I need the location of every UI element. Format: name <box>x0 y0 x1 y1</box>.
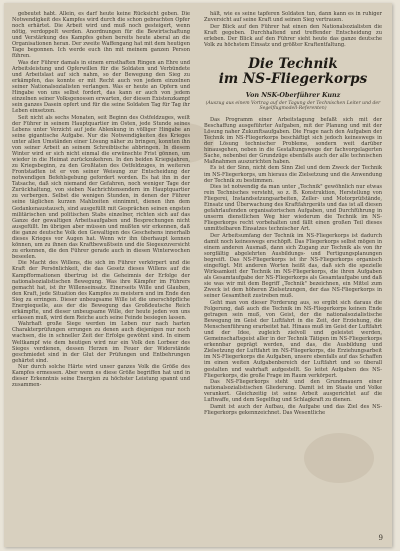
left-paragraph: Seit nicht als sechs Monaten, seit Beginn des Ostfeldzuges, weilt der Führer in seinem Hauptquartier im Osten, jede Stunde seines Lebens unter Verzicht auf jede Ablenkung in völliger Hingabe an seine gigantische Aufgabe. Nur die Notwendigkeiten des Krieges unter allen Umständen einer Lösung näher zu bringen, konnten ihn von seiner Arbeit an seinem Schreibtische abbringen. In diesem Winter wird er sich nicht einmal die erwünschte Frist gönnen, um wieder in die Heimat zurückzukehren. In den beiden Kriegsjahren, zu Kriegsbeginn, zu den Großtaten des Ostfeldzuges, in weiteren Frontstadten ist er von seiner Weisung zur Entscheidung der notwendigen Befehlsgebung gefordert worden. Es hat ihn in der Tatsache, daß sich niemand der Gefahren, noch weniger Tage der Zurückhaltung, von sieben Nachrichtensendern im Hauptquartier zu verbergen. Selbst die wenigen Stunden, in denen der Führer seine täglichen kurzen Mahlzeiten einnimmt, dienen ihm dem Gedankenaustausch, sind ausgefüllt mit Gesprächen seinen engsten militärischen und politischen Stabs einzelner, richten sich auf das Ganze der gewaltigen Arbeitsaufgaben und Besprechungen nicht ausgefüllt. Im übrigen aber müssen und mußten wir erkennen, daß die ganze deutsche Volk den Gewaltigen des Geschehens innerhalb dieses Krieges vor Augen hat. Wenn wir ihn überhaupt kennen können, um zu ihnen das Kraftbewußtsein und die Siegeszuversicht zu erkennen, die den Führer gerade auch in diesen Winterwochen beseelen. <box>12 114 190 260</box>
left-paragraph: Nur durch solche Härte wird unser ganzes Volk die Größe des Kampfes ermessen. Aber wenn es diese Größe begriffen hat und in dieser Erkenntnis seine Energien zu höchster Leistung spannt und zusammen- <box>12 364 190 389</box>
article-paragraph: Damit ist auch der Aufbau, die Aufgabe und das Ziel des NS-Fliegerkorps gekennzeichnet. Das Wesentliche <box>204 403 382 416</box>
article-heading-line1: Die Technik <box>248 55 338 72</box>
left-column <box>12 11 190 535</box>
magazine-page <box>4 3 392 547</box>
left-paragraph: gebeutet habt. Allein, es darf heute keine Rücksicht geben. Die Notwendigkeit des Kampfes wird durch die schon gebrachten Opfer noch erhärtet. Die Arbeit wird und muß noch gesteigert, wenn nötig, verdoppelt werden. Anordnungen für die Bewirtschaftung und Verstärkung des Kampfes gehen bereits heute aberal an die Organisationen heran. Der zweite Waffengang hat mit dem heutigen Tage begonnen. Ich werde euch ihn mit meinem ganzen Person führen. <box>12 11 190 60</box>
article-heading-line2: im NS-Fliegerkorps <box>218 70 368 87</box>
article-paragraph: Es ist der Sinn, nicht dem Sinn Ziel und dem Zweck der Technik im NS-Fliegerkorps, um hieraus die Zielsetzung und die Anwendung der Technik zu bestimmen. <box>204 165 382 184</box>
left-paragraph: Die Macht des Willens, die sich im Führer verkörpert und die Kraft der Persönlichkeit, die das Gesetz dieses Willens auf die Kampfformationen übertrug ist die Geheimnis der Erfolge der nationalsozialistischen Bewegung. Was ihre Kämpfer im Führers gemacht hat, ist ihr Willenseinsatz. Einerseits Wille und Glauben, den Kraft, jede Situation des Kampfes zu meistern und im Ende den Sieg zu erringen. Dieser unbeugsame Wille ist die unerschöpfliche Energiequelle, aus der die Bewegung das Großdeutsche Reich erkämpfte, und dieser unbeugsame Wille, der heute jeden von uns erfassen muß, wird dem Reiche auch seine Feinde besiegen lassen. <box>12 260 190 321</box>
article-paragraph: Das Programm einer Arbeitstagung befaßt sich mit der Beschaffung ausgeführter Aufgaben, mit der Planung und mit der Lösung naher Zukunftsaufgaben. Die Frage nach den Aufgaben der Technik im NS-Fliegerkorps beschäftigt sich jedoch keineswegs in der Lösung technischer Probleme, sondern weit darüber hinausgehen, neben in die Gestaltungswege der fachvorgelagerten Sache, nebenbei der Grundzüge ebenfalls auch der alle technischen Maßnahmen auszurichten haben. <box>204 116 382 165</box>
intro-paragraph: hält, wie es seine tapferen Soldaten tun, dann kann es in ruhiger Zuversicht auf seine Kraft und seinen Sieg vertrauen. <box>204 11 382 24</box>
article-paragraph: Das NS-Fliegerkorps steht und den Grundmauern einer nationalsozialistischen Gliederung. Damit ist im Staate und Volke verankert. Gleichzeitig ist seine Arbeit ausgerichtet auf die Luftwaffe, und dem Segelflug und Schlagkraft zu dienen. <box>204 379 382 404</box>
article-paragraph: Dies ist notwendig da man unter „Technik" gewöhnlich nur etwas rein Technisches versteht, so z. B. Konstruktion, Herstellung von Fliegerei, Instandsetzungsarbeiten, Zeller- und Motorprüfstände, Einsatz und Überwachung des Kraftfahrgeräts und das ist all diesen gefahrlaufenden organisatorischen Aufgaben, und Durchführung in unserm dienstlichen Weg hier wiederum die Technik im NS-Fliegerkorps recht vorbehalten und fällt einen großen Teil dieses unmittelbaren Einsatzes technischer Art. <box>204 184 382 233</box>
left-paragraph: Was der Führer damals in einem ernsthaften Ringen an Ehre und Arbeitsleistung und Opferwillen für die Soldaten und Verbündete und Arbeitslast auf sich nahm, so der Bewegung den Sieg zu erkämpfen, das konnte er mit Recht auch von jedem einzelnen seiner Nationalsozialisten verlangen. Was er heute an Opfern und Hingabe von uns selbst fordert, das kann er auch von jedem einzelnen seiner Volksgenossen erwarten, der diesen Existenzkampf sein ganzes Dasein opfert und für die seine Soldaten Tag für Tag ihr Leben einsetzen. <box>12 59 190 115</box>
right-column <box>204 11 382 539</box>
page-number: 9 <box>378 534 383 542</box>
article-paragraph: Der Arbeitsumfang der Technik im NS-Fliegerkorps ist dadurch damit noch keineswegs erschöpft. Das Fliegerkorps selbst mögen in einem anderen Ausmaß, dann sich Zugang zur Technik als von ihr sorgfältig abgelehrten Ausbildungs- und Fertigungsplanungen begreift. Das NS-Fliegerkorps ist ihr NS-Fliegerkorps organisch eingefügt. Mit anderen Worten heißt das, daß sich die spezielle Wirksamkeit der Technik im NS-Fliegerkorps, die ihren Aufgaben als Gesamtaufgabe der NS-Fliegerkorps als Gesamtaufgabe und daß sie was wir mit dem Begriff „Technik" bezeichnen, ein Mittel zum Zweck ist dem höheren Zielsetzungen, der das NS-Fliegerkorps in seiner Gesamtheit zustreben muß. <box>204 232 382 300</box>
article-heading <box>204 57 382 87</box>
left-paragraph: Wahrhaft große Siege werden im Leben nur nach harten Charakterprüfungen errungen zu denen auch diejenigen nur noch wachsen, die in schneller Zeit der Erfolge gewöhnt sind. In einem Weltkampf wie dem heutigen wird nur ein Volk den Lorbeer des Sieges verdienen, dessen Herzen im Feuer der Widerstände geschmiedet sind in der Glut der Prüfungen und Entbehrungen gehärtet sind. <box>12 321 190 364</box>
article-note: (Auszug aus einem Vortrag auf der Tagung der Technischen Leiter und der Segelflugmodell-Referenten) <box>205 100 381 112</box>
article-author: Von NSK-Oberführer Kunz <box>245 90 341 99</box>
article-paragraph: Geht man von dieser Forderung aus, so ergibt sich daraus die Folgerung, daß auch die Technik im NS-Fliegerkorps keinen Ende getragen sein muß, von Geist, der die nationalsozialistische Bewegung im Geist der Luftfahrt in die Zeit, der Erziehung, die Menschenführung erarbeitet hat. Hinaus muß im Geist der Luftfahrt und der Idee, zugleich zielvoll und geleistet werden, Gemeinschaftsgeist aller in der Technik Tätigen im NS-Fliegerkorps erkennbar geprägt werden, und das, die Ausbildung und Zielsetzung der Luftfahrt im NS-Fliegerkorps, die Erziehungsarbeit im NS-Fliegerkorps die Aufgaben, unsere ebenfalls auf das Schaffen im einen weiten Aufgabenbereich der Luftfahrt und so überall gestalten und wahrhaft aufgestellt. So leitet Aufgaben des NS-Fliegerkorps, die große Frage im Raum verkörpert. <box>204 300 382 379</box>
intro-paragraph: Der Blick auf den Führer hat einen den Nationalsozialisten die Kraft gegeben. Durchhaltend und treffender Entscheidung zu erleben. Der Blick auf den Führer sieht heute das ganze deutsche Volk zu höchstem Einsatz und größter Kraftentfaltung. <box>204 23 382 48</box>
